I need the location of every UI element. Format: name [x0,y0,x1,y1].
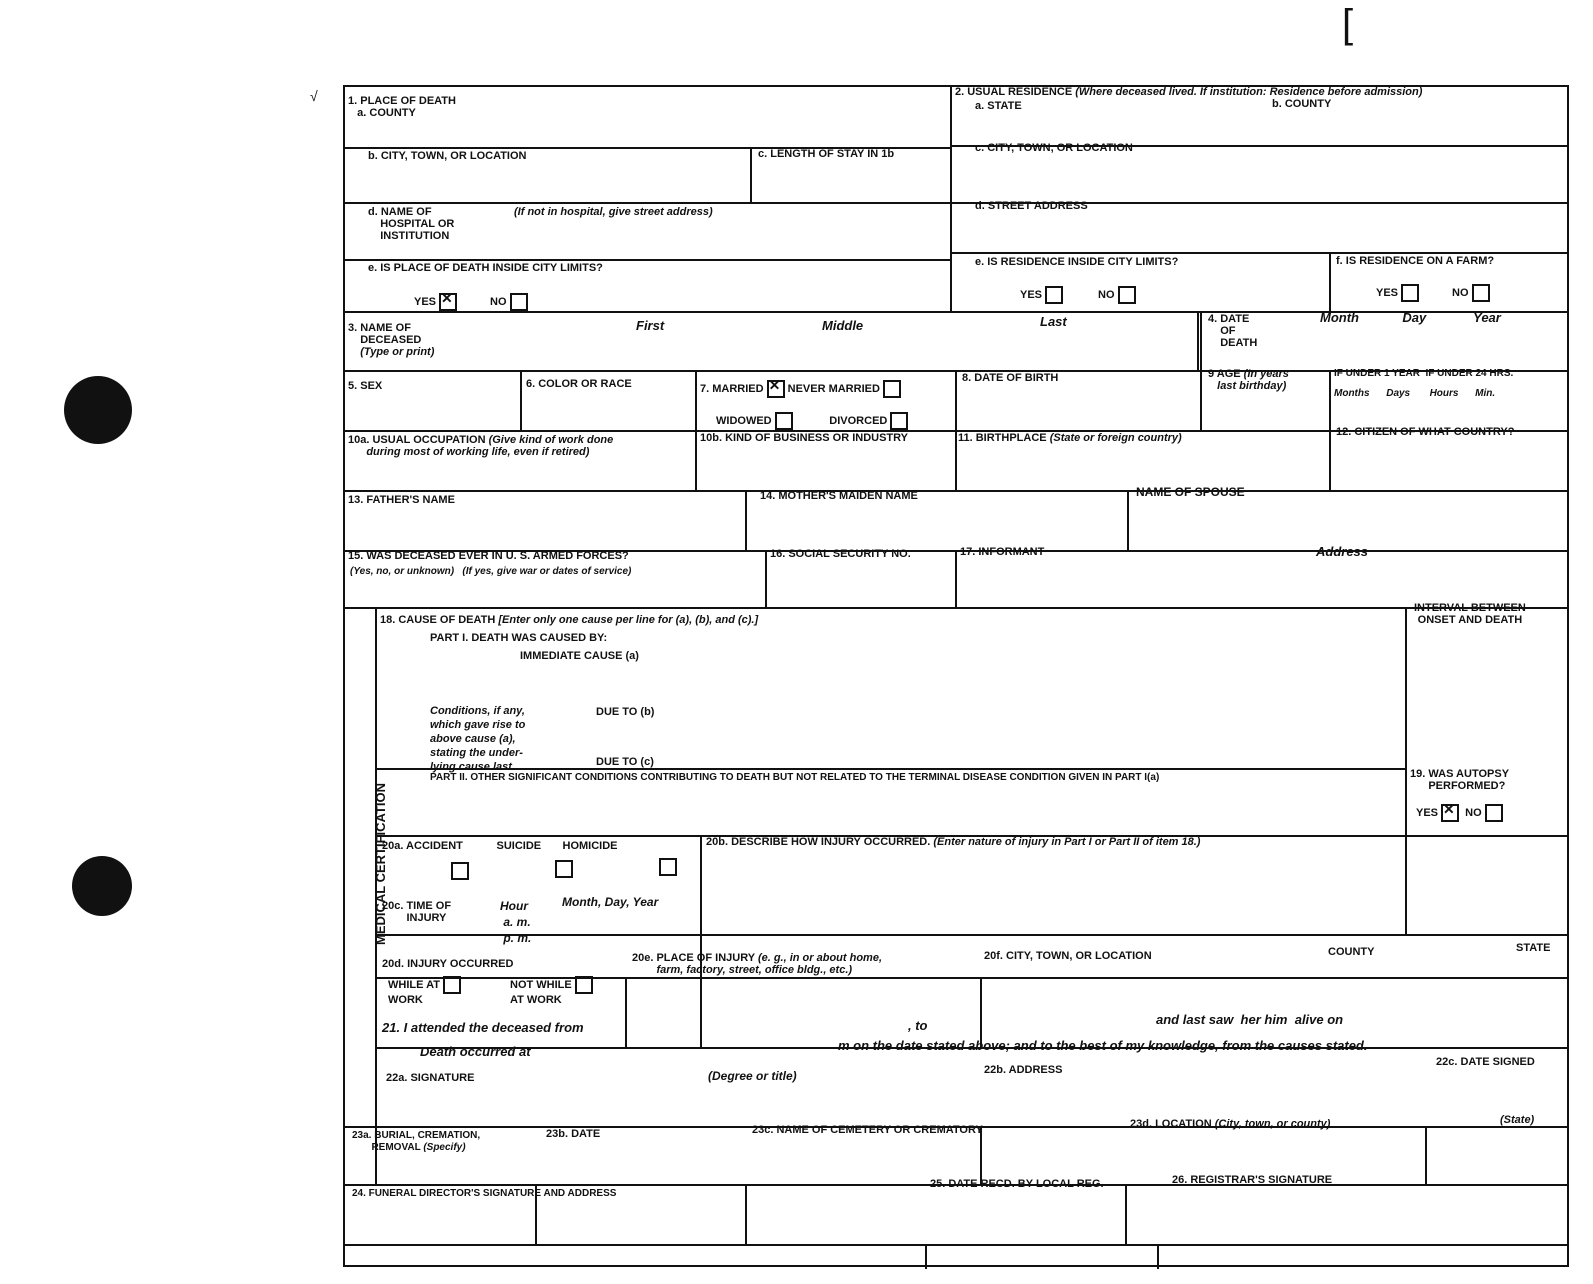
label-dob: 8. DATE OF BIRTH [962,372,1059,384]
label-last: Last [1040,314,1067,329]
check-mark: √ [310,88,318,104]
label-accident: 20a. ACCIDENT SUICIDE HOMICIDE [382,840,618,852]
label-citizen: 12. CITIZEN OF WHAT COUNTRY? [1336,426,1515,438]
label-attended: 21. I attended the deceased from [382,1020,584,1035]
label-to: , to [908,1018,928,1033]
checkbox-while-at-work[interactable]: WHILE AT WORK [388,976,461,1006]
label-armed-forces: 15. WAS DECEASED EVER IN U. S. ARMED FORCES? [348,550,629,562]
label-burial: 23a. BURIAL, CREMATION, REMOVAL (Specify) [352,1130,481,1153]
label-signature: 22a. SIGNATURE [386,1072,475,1084]
punch-hole-bottom [72,856,132,916]
label-last-saw: and last saw her him alive on [1156,1012,1344,1027]
label-ssn: 16. SOCIAL SECURITY NO. [770,548,911,560]
label-due-c: DUE TO (c) [596,756,654,768]
label-interval: INTERVAL BETWEEN ONSET AND DEATH [1414,602,1526,626]
label-time-of-injury: 20c. TIME OF INJURY [382,900,452,924]
label-date-signed: 22c. DATE SIGNED [1436,1056,1535,1068]
label-hour-ampm: Hour a. m. p. m. [500,899,532,945]
label-residence-inside-city: e. IS RESIDENCE INSIDE CITY LIMITS? [975,256,1179,268]
checkbox-farm-no[interactable]: NO [1452,284,1490,302]
label-cemetery: 23c. NAME OF CEMETERY OR CREMATORY [752,1124,983,1136]
label-mother: 14. MOTHER'S MAIDEN NAME [760,490,918,502]
label-father: 13. FATHER'S NAME [348,494,455,506]
checkbox-res-inside-yes[interactable]: YES [1020,286,1063,304]
label-autopsy: 19. WAS AUTOPSY PERFORMED? [1410,768,1510,792]
label-location: 23d. LOCATION (City, town, or county) [1130,1118,1331,1130]
label-cause-of-death: 18. CAUSE OF DEATH [Enter only one cause per line for (a), (b), and (c).] [380,614,759,626]
label-inside-city: e. IS PLACE OF DEATH INSIDE CITY LIMITS? [368,262,603,274]
label-injury-city: 20f. CITY, TOWN, OR LOCATION [984,950,1152,962]
label-registrar-sig: 26. REGISTRAR'S SIGNATURE [1172,1174,1333,1186]
label-birthplace: 11. BIRTHPLACE (State or foreign country) [958,432,1182,444]
label-industry: 10b. KIND OF BUSINESS OR INDUSTRY [700,432,909,444]
label-month-day-year: Month Day Year [1320,310,1501,325]
label-residence-city: c. CITY, TOWN, OR LOCATION [975,142,1133,154]
label-residence-county: b. COUNTY [1272,98,1332,110]
label-injury-occurred: 20d. INJURY OCCURRED [382,958,514,970]
label-under-1-year: IF UNDER 1 YEAR IF UNDER 24 HRS. [1334,368,1514,379]
label-middle: Middle [822,318,864,333]
label-conditions: Conditions, if any, which gave rise to above cause (a), stating the under- lying cause last. [430,705,526,773]
checkbox-widowed-divorced[interactable]: WIDOWED DIVORCED [716,412,908,430]
label-farm: f. IS RESIDENCE ON A FARM? [1336,255,1495,267]
label-state-paren: (State) [1500,1114,1535,1126]
label-how-injury: 20b. DESCRIBE HOW INJURY OCCURRED. (Enter nature of injury in Part I or Part II of item 18.) [706,836,1201,848]
label-name-of-deceased: 3. NAME OF DECEASED (Type or print) [348,322,435,358]
label-place-of-death: 1. PLACE OF DEATH a. COUNTY [348,95,456,119]
label-injury-state: STATE [1516,942,1551,954]
label-death-occurred: Death occurred at [420,1044,531,1059]
label-medical-certification: MEDICAL CERTIFICATION [373,782,389,946]
label-length-of-stay: c. LENGTH OF STAY IN 1b [758,148,895,160]
label-date-of-death: 4. DATE OF DEATH [1208,313,1258,349]
label-race: 6. COLOR OR RACE [526,378,632,390]
label-place-of-injury: 20e. PLACE OF INJURY (e. g., in or about home, farm, factory, street, office bldg., etc.) [632,952,882,976]
label-funeral-director: 24. FUNERAL DIRECTOR'S SIGNATURE AND ADDRESS [352,1188,617,1199]
label-street: d. STREET ADDRESS [975,200,1088,212]
label-usual-residence: 2. USUAL RESIDENCE (Where deceased lived. If institution: Residence before admission) [955,86,1423,98]
checkbox-not-at-work[interactable]: NOT WHILE AT WORK [510,976,593,1006]
label-age-units: Months Days Hours Min. [1334,388,1496,399]
label-part2: PART II. OTHER SIGNIFICANT CONDITIONS CONTRIBUTING TO DEATH BUT NOT RELATED TO THE TERMINAL DISEASE CONDITION GIVEN IN PART I(a) [430,772,1160,783]
checkbox-accident[interactable] [448,862,469,880]
label-burial-date: 23b. DATE [546,1128,601,1140]
label-age: 9 AGE (In years last birthday) [1208,368,1289,392]
checkbox-death-inside-no[interactable]: NO [490,293,528,311]
label-informant: 17. INFORMANT [960,546,1045,558]
label-city: b. CITY, TOWN, OR LOCATION [368,150,527,162]
checkbox-res-inside-no[interactable]: NO [1098,286,1136,304]
label-occupation: 10a. USUAL OCCUPATION (Give kind of work done during most of working life, even if retired) [348,434,614,458]
label-due-b: DUE TO (b) [596,706,655,718]
label-hospital-note: (If not in hospital, give street address) [514,206,713,218]
file-bracket: [ [1342,2,1354,46]
label-part1: PART I. DEATH WAS CAUSED BY: [430,632,608,644]
label-degree: (Degree or title) [708,1069,797,1083]
label-residence-state: a. STATE [975,100,1022,112]
label-armed-forces-note: (Yes, no, or unknown) (If yes, give war or dates of service) [350,566,632,577]
punch-hole-top [64,376,132,444]
label-immediate-cause: IMMEDIATE CAUSE (a) [520,650,639,662]
label-stated-above: m on the date stated above; and to the best of my knowledge, from the causes stated. [838,1038,1368,1053]
checkbox-autopsy[interactable]: YES✕ NO [1416,804,1503,822]
checkbox-married[interactable]: 7. MARRIED✕ NEVER MARRIED [700,380,901,398]
label-month-day-year-injury: Month, Day, Year [562,895,659,909]
checkbox-suicide[interactable] [552,860,573,878]
label-date-recd: 25. DATE RECD. BY LOCAL REG. [930,1178,1104,1190]
label-injury-county: COUNTY [1328,946,1375,958]
checkbox-homicide[interactable] [656,858,677,876]
label-sex: 5. SEX [348,380,383,392]
checkbox-farm-yes[interactable]: YES [1376,284,1419,302]
label-spouse: NAME OF SPOUSE [1136,485,1245,499]
label-first: First [636,318,665,333]
label-22b-address: 22b. ADDRESS [984,1064,1063,1076]
label-address: Address [1316,544,1369,559]
checkbox-death-inside-yes[interactable]: YES✕ [414,293,457,311]
label-hospital: d. NAME OF HOSPITAL OR INSTITUTION [368,206,455,242]
